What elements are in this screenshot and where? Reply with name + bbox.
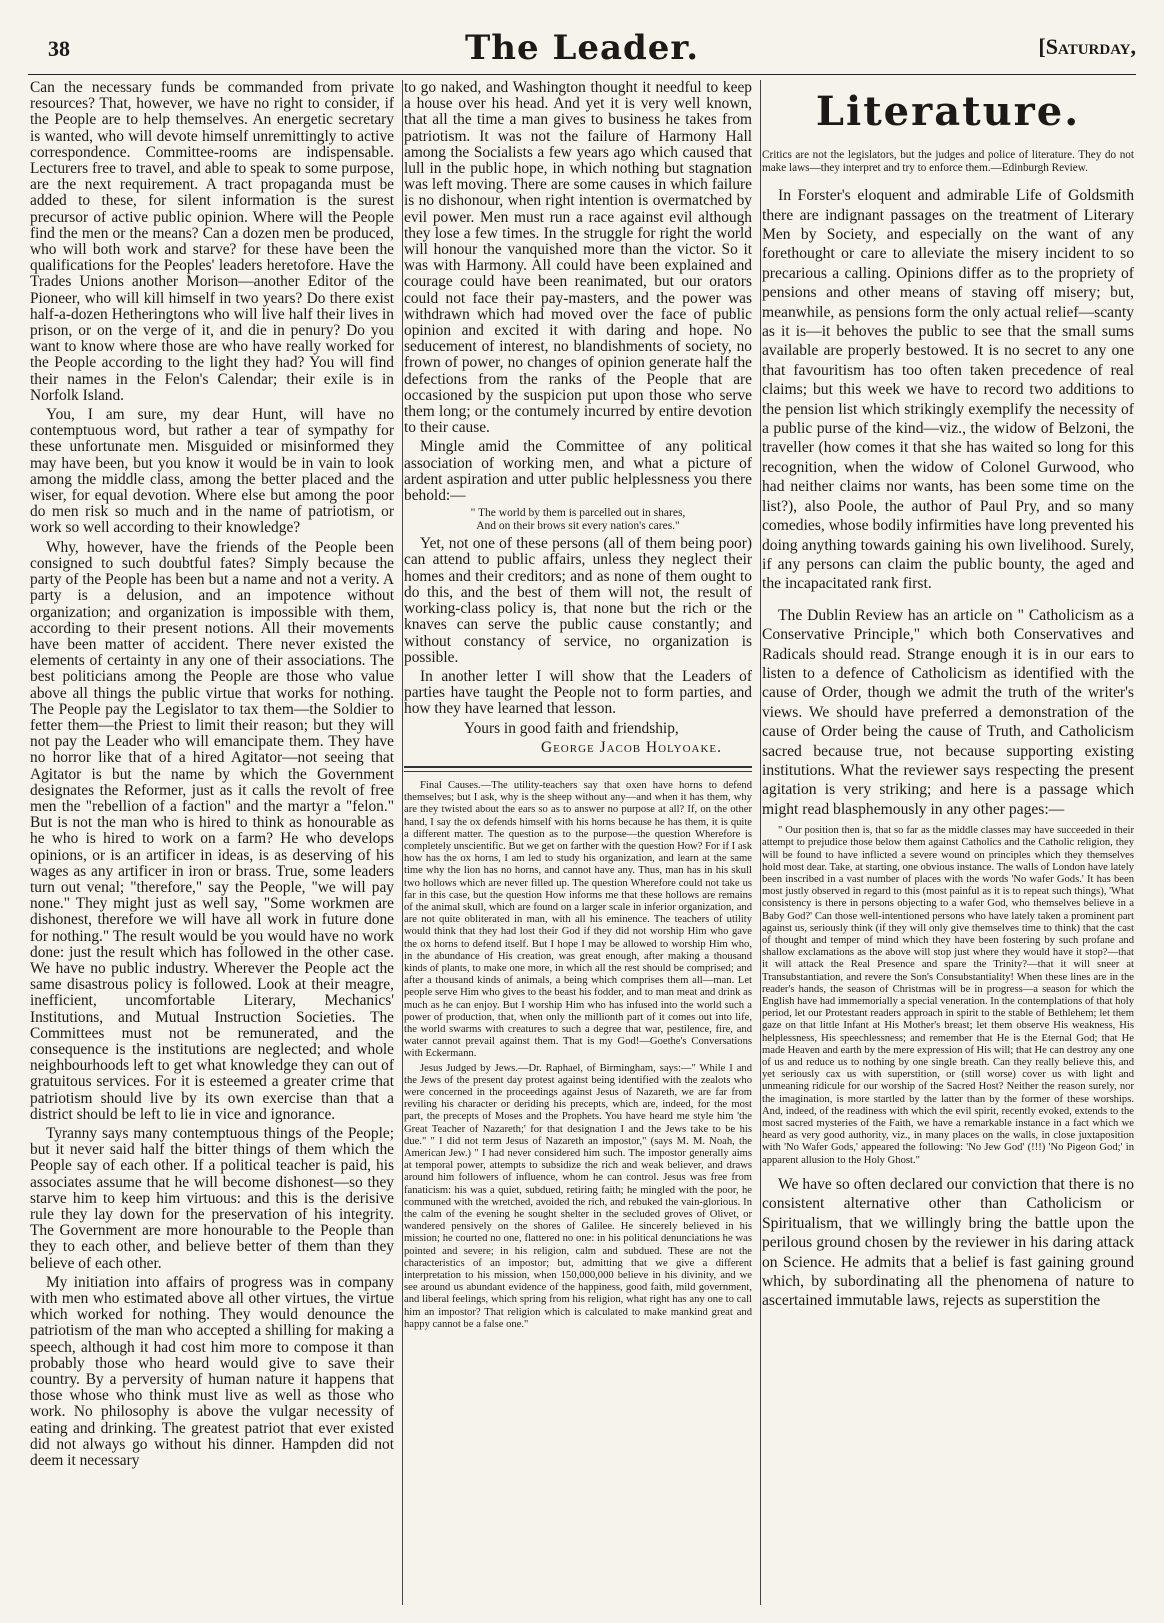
page-number: 38 — [48, 36, 70, 61]
extract-jesus-judged: Jesus Judged by Jews.—Dr. Raphael, of Birmingham, says:—" While I and the Jews of the present day protest against being identified with the zealots who were concerned in the proceedings against Jesus of Nazareth, we are far from reviling his character or deriding his precepts, which are, indeed, for the most part, the precepts of Moses and the Prophets. You have heard me style him 'the Great Teacher of Nazareth;' for that designation I and the Jews take to be his due." " I did not term Jesus of Nazareth an impostor," (says M. M. Noah, the American Jew.) " I had never considered him such. The impostor generally aims at temporal power, attempts to subsidize the rich and weak believer, and draws around him followers of influence, whom he can control. Jesus was free from fanaticism: his was a quiet, subdued, retiring faith; he mingled with the poor, he communed with the wretched, avoided the rich, and rebuked the vain-glorious. In the calm of the evening he sought shelter in the secluded groves of Olivet, or wandered pensively on the shores of Galilee. He sincerely believed in his mission; he courted no one, flattered no one: in his political denunciations he was pointed and severe; in his religion, calm and subdued. These are not the characteristics of an impostor; but, admitting that we give a different interpretation to his mission, when 150,000,000 believe in his divinity, and we see around us abundant evidence of the happiness, good faith, mild government, and liberal feelings, which spring from his religion, what right has any one to call him an impostor? That religion which is calculated to make mankind great and happy cannot be a false one." — [404, 1062, 752, 1330]
paragraph: to go naked, and Washington thought it needful to keep a house over his head. And yet it is very well known, that all the time a man gives to business he takes from patriotism. It was not the failure of Harmony Hall among the Socialists a few years ago which caused that lull in the public hope, in which nothing but stagnation was left moving. There are some causes in which failure is no dishonour, when right intention is overmatched by evil power. Men must run a race against evil although they lose a few times. In the struggle for right the world will honour the vanquished more than the victor. So it was with Harmony. All could have been explained and courage could have been reanimated, but our orators could not face their pay-masters, and the power was withdrawn which had moved over the face of public opinion and excited it with daring and hope. No seducement of interest, no blandishments of society, no frown of power, no changes of opinion generate half the defections from the ranks of the People that are occasioned by the suspicion put upon those who serve them long; or the contumely incurred by entire devotion to their cause. — [404, 80, 752, 437]
extract-final-causes: Final Causes.—The utility-teachers say that oxen have horns to defend themselves; but I ask, why is the sheep without any—and when it has them, why are they twisted about the ears so as to answer no purpose at all? If, on the other hand, I say the ox defends himself with his horns because he has them, it is quite a different matter. The question as to the purpose—the question Wherefore is completely unscientific. But we get on farther with the question How? For if I ask how has the ox horns, I am led to study his organization, and learn at the same time why the lion has no horns, and cannot have any. Thus, man has in his skull two hollows which are never filled up. The question Wherefore could not take us far in this case, but the question How informs me that these hollows are remains of the animal skull, which are found on a larger scale in inferior organization, and are not quite obliterated in man, with all his eminence. The teachers of utility would think that they had lost their God if they did not worship Him who gave the ox horns to defend itself. But I hope I may be allowed to worship Him who, in the abundance of His creation, was great enough, after making a thousand kinds of plants, to make one more, in which all the rest should be comprised; and after a thousand kinds of animals, a being which comprises them all—man. Let people serve Him who gives to the beast his fodder, and to man meat and drink as much as he can enjoy. But I worship Him who has infused into the world such a power of production, that, when only the millionth part of it comes out into life, the world swarms with creatures to such a degree that war, pestilence, fire, and water cannot prevail against them. That is my God!—Goethe's Conversations with Eckermann. — [404, 779, 752, 1060]
verse-line: " The world by them is parcelled out in shares, — [470, 507, 686, 520]
section-motto: Critics are not the legislators, but the judges and police of literature. They do not make laws—they interpret and try to enforce them.—Edinburgh Review. — [762, 149, 1134, 174]
paragraph: In Forster's eloquent and admirable Life of Goldsmith there are indignant passages on the treatment of Literary Men by Society, and especially on the want of any forethought or care to alleviate the misery incident to so precarious a calling. Opinions differ as to the propriety of pensions and other means of staving off misery; but, meanwhile, as pensions form the only actual relief—scanty as it is—it behoves the public to see that the small sums available are properly bestowed. It is no secret to any one that favouritism has too often taken precedence of real claims; but this week we have to record two additions to the pension list which strikingly exemplify the necessity of a public purse of the kind—viz., the widow of Belzoni, the traveller (how comes it that she has waited so long for this recognition, when the widow of Colonel Gurwood, who had neither claims nor wants, has been some time on the list?), also Poole, the author of Paul Pry, and so many comedies, whose bodily infirmities have long prevented his doing anything towards gaining his own livelihood. Surely, if any persons can claim the public bounty, the aged and the incapacitated rank first. — [762, 187, 1134, 593]
section-divider — [404, 766, 752, 772]
paragraph: Can the necessary funds be commanded from private resources? That, however, we have no right to consider, if the People are to help themselves. An energetic secretary is wanted, who will devote himself unremittingly to active correspondence. Committee-rooms are indispensable. Lecturers free to travel, and able to speak to some purpose, are the next requirement. A tract propaganda must be added to these, for silent information is the surest precursor of active public opinion. Where will the People find the men or the means? Can a dozen men be produced, who will both work and starve? for these have been the qualifications for the Peoples' leaders heretofore. Have the Trades Unions another Morison—another Editor of the Pioneer, who will kill himself in two years? Do there exist half-a-dozen Hetheringtons who will live half their lives in prison, or on the verge of it, and die in penury? Do you want to know where those are who have really worked for the People according to the light they had? You will find their names in the Felon's Calendar; their exile is in Norfolk Island. — [30, 80, 394, 404]
extracts — [404, 780, 752, 1331]
verse-quote — [404, 507, 752, 533]
paragraph: You, I am sure, my dear Hunt, will have no contemptuous word, but rather a tear of sympathy for these unfortunate men. Misguided or misinformed they may have been, but you know it would be in vain to look among the middle class, among the better placed and the wiser, for equal devotion. Where else but among the poor do men risk so much and in the name of patriotism, or work so well according to their knowledge? — [30, 406, 394, 537]
paragraph: Mingle amid the Committee of any political association of working men, and what a picture of ardent aspiration and utter public helplessness you there behold:— — [404, 438, 752, 505]
letter-continuation — [404, 80, 752, 756]
signature: George Jacob Holyoake. — [540, 738, 722, 756]
issue-day-label: [Saturday, — [1038, 34, 1136, 59]
paragraph: In another letter I will show that the Leaders of parties have taught the People not to form parties, and how they have learned that lesson. — [404, 667, 752, 718]
masthead-rule — [28, 74, 1136, 75]
paragraph: Yet, not one of these persons (all of them being poor) can attend to public affairs, unless they neglect their homes and their creditors; and as none of them ought to do this, and the best of them will not, the result of working-class policy is, that none but the rich or the knaves can serve the public cause constantly; and without constancy of service, no organization is possible. — [404, 535, 752, 666]
closing-line: Yours in good faith and friendship, — [464, 719, 679, 737]
section-heading: Literature. — [815, 88, 1081, 135]
literature-body-end — [762, 1175, 1134, 1311]
literature-body — [762, 186, 1134, 819]
paragraph: The Dublin Review has an article on " Catholicism as a Conservative Principle," which both Conservatives and Radicals should read. Strange enough it is in our ears to listen to a defence of Catholicism as identified with the cause of Order, though we admit the truth of the writer's views. We should have preferred a demonstration of the cause of Order being the cause of Truth, and Catholicism sacred because true, not because supporting existing institutions. What the reviewer says respecting the present agitation is very striking; and here is a passage which might read blasphemously in any other pages:— — [762, 606, 1134, 818]
column-right — [762, 80, 1134, 1605]
column-middle — [404, 80, 761, 1605]
paragraph: Tyranny says many contemptuous things of the People; but it never said half the bitter things of them which the People say of each other. If a political teacher is paid, his associates assume that he will become dishonest—so they starve him to keep him virtuous: and this is the derisive rule they lay down for the preservation of his integrity. The Government are more honourable to the People than they to each other, and believe better of them than they believe of each other. — [30, 1125, 394, 1272]
newspaper-title: The Leader. — [464, 28, 700, 68]
verse-line: And on their brows sit every nation's cares." — [476, 520, 680, 533]
review-quote: " Our position then is, that so far as the middle classes may have succeeded in their attempt to prejudice those below them against Catholics and the Catholic religion, they will be found to have inflicted a severe wound on principles which they themselves hold most dear. Take, at starting, one obvious instance. The walls of London have lately been inscribed in a vast number of places with the words 'No wafer Gods.' It has been most justly observed in regard to this (most painful as it is to repeat such things), 'What consistency is there in persons objecting to a wafer God, who themselves believe in a Baby God?' Can those well-intentioned persons who have lately taken a prominent part against us, seriously think (if they will only give themselves time to think) that the cast of thought and temper of mind which they have been fostering by such profane and shallow exclamations as the above will stop just where they would have it stop?—that it will attack the Real Presence and spare the Trinity?—that it will sneer at Transubstantiation, and revere the Son's Consubstantiality! When these lines are in the reader's hands, the season of Christmas will be in progress—a season for which the English have had immemorially a special veneration. In the contemplations of that holy period, let our Protestant readers approach in spirit to the stable of Bethlehem; let them gaze on that little Infant at His Mother's breast; let them observe His weakness, His helplessness, His speechlessness; and remember that He is the Eternal God; that He made Heaven and earth by the mere expression of His will; that He can destroy any one of us and reduce us to nothing by one single breath. Can they really believe this, and yet seriously cax us with superstition, or (still worse) cover us with light and unmeaning ridicule for our worship of the Sacred Host? Neither the reason surely, nor the imagination, is more startled by the latter than by the former of these worships. And, indeed, of the readiness with which the evil spirit, recently evoked, extends to the most sacred mysteries of the Faith, we have a remarkable instance in a fact which we heard as very good authority, viz., in many places on the walls, in close juxtaposition with 'No Wafer Gods,' appeared the following: 'No Jew God' (!!!) 'No Pigeon God;' in apparent allusion to the Holy Ghost." — [762, 825, 1134, 1166]
paragraph: We have so often declared our conviction that there is no consistent alternative other than Catholicism or Spiritualism, that we willingly bring the battle upon the perilous ground chosen by the reviewer in his daring attack on Science. He admits that a belief is fast gaining ground which, by subordinating all the phenomena of nature to ascertained immutable laws, rejects as superstition the — [762, 1175, 1134, 1310]
column-left — [30, 80, 403, 1605]
masthead — [28, 28, 1136, 72]
paragraph: My initiation into affairs of progress was in company with men who estimated above all other virtues, the virtue which worked for nothing. They would denounce the patriotism of the man who accepted a shilling for making a speech, although it had cost him more to compose it than probably those who heard would give to save their country. By a perversity of human nature it happens that those whose who think must live as well as those who work. No philosophy is above the vulgar necessity of eating and drinking. The greatest patriot that ever existed did not always go without his dinner. Hampden did not deem it necessary — [30, 1273, 394, 1470]
paragraph: Why, however, have the friends of the People been consigned to such doubtful fates? Simply because the party of the People has been but a name and not a verity. A party is a delusion, and an impotence without organization; and organization is impossible with them, according to their present notions. All their movements have been matter of accident. There never existed the elements of certainty in any one of their associations. The best politicians among the People are those who value above all things the public virtue that works for nothing. The People pay the Legislator to tax them—the Soldier to fetter them—the Priest to limit their reason; but they will not pay the Leader who will emancipate them. They have no horror like that of a hired Agitator—not seeing that Agitator is but the name by which the Government designates the Reformer, just as it calls the revolt of free men the "rebellion of a faction" and the martyr a "felon." But is not the man who is hired to think as honourable as he who is hired to work on a farm? He who develops opinions, or is an artificer in ideas, is as deserving of his wages as any artificer in iron or brass. True, some leaders turn out venal; "therefore," say the People, "we will pay none." They might just as well say, "Some workmen are dishonest, therefore we will have all work in future done for nothing." The result would be you would have no work done: just the result which has followed in the other case. We have no public industry. Wherever the People act the same disastrous policy is followed. Look at their meagre, inefficient, uncomfortable Literary, Mechanics' Institutions, and Mutual Instruction Societies. The Committees must not be remunerated, and the consequence is the institutions are neglected; and whole neighbourhoods left to get what knowledge they can out of gratuitous services. For it is esteemed a greater crime that patriotism should live by its own exercise than that a district should be left to lie in vice and ignorance. — [30, 538, 394, 1123]
